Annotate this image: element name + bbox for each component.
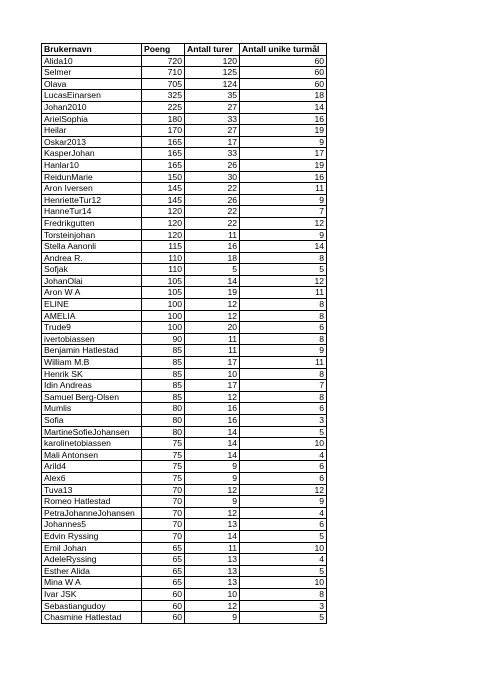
cell-username: Mina W A xyxy=(42,577,142,589)
cell-username: Heilar xyxy=(42,125,142,137)
cell-unique-destinations: 6 xyxy=(240,403,327,415)
table-row xyxy=(42,472,327,484)
cell-username: Emil Johan xyxy=(42,542,142,554)
cell-points: 165 xyxy=(142,148,185,160)
table-row xyxy=(42,577,327,589)
cell-unique-destinations: 60 xyxy=(240,78,327,90)
cell-username: MartineSofieJohansen xyxy=(42,426,142,438)
table-row xyxy=(42,171,327,183)
cell-trip-count: 30 xyxy=(185,171,240,183)
cell-unique-destinations: 11 xyxy=(240,357,327,369)
cell-trip-count: 13 xyxy=(185,519,240,531)
table-row xyxy=(42,287,327,299)
cell-trip-count: 14 xyxy=(185,438,240,450)
cell-unique-destinations: 8 xyxy=(240,252,327,264)
cell-trip-count: 14 xyxy=(185,449,240,461)
table-row xyxy=(42,183,327,195)
cell-trip-count: 22 xyxy=(185,206,240,218)
header-unique-destinations: Antall unike turmål xyxy=(240,44,327,56)
cell-unique-destinations: 14 xyxy=(240,101,327,113)
cell-username: KasperJohan xyxy=(42,148,142,160)
cell-points: 120 xyxy=(142,217,185,229)
cell-username: karolinetobiassen xyxy=(42,438,142,450)
cell-unique-destinations: 14 xyxy=(240,241,327,253)
table-row xyxy=(42,159,327,171)
cell-username: Mumlis xyxy=(42,403,142,415)
cell-points: 705 xyxy=(142,78,185,90)
cell-username: LucasEinarsen xyxy=(42,90,142,102)
cell-trip-count: 35 xyxy=(185,90,240,102)
cell-username: Alex6 xyxy=(42,472,142,484)
cell-trip-count: 120 xyxy=(185,55,240,67)
table-row xyxy=(42,136,327,148)
cell-points: 80 xyxy=(142,403,185,415)
cell-username: Esther Alida xyxy=(42,565,142,577)
table-row xyxy=(42,345,327,357)
cell-trip-count: 27 xyxy=(185,125,240,137)
cell-unique-destinations: 8 xyxy=(240,333,327,345)
cell-unique-destinations: 9 xyxy=(240,136,327,148)
cell-unique-destinations: 3 xyxy=(240,600,327,612)
cell-username: Alida10 xyxy=(42,55,142,67)
leaderboard-table xyxy=(41,43,327,624)
table-row xyxy=(42,264,327,276)
cell-points: 85 xyxy=(142,391,185,403)
cell-username: Sofia xyxy=(42,415,142,427)
table-row xyxy=(42,600,327,612)
table-row xyxy=(42,310,327,322)
cell-unique-destinations: 8 xyxy=(240,588,327,600)
cell-trip-count: 12 xyxy=(185,484,240,496)
table-row xyxy=(42,565,327,577)
cell-username: Selmer xyxy=(42,67,142,79)
cell-trip-count: 16 xyxy=(185,241,240,253)
cell-unique-destinations: 6 xyxy=(240,322,327,334)
cell-unique-destinations: 10 xyxy=(240,438,327,450)
cell-unique-destinations: 12 xyxy=(240,217,327,229)
cell-trip-count: 12 xyxy=(185,299,240,311)
cell-trip-count: 22 xyxy=(185,217,240,229)
cell-points: 65 xyxy=(142,577,185,589)
cell-username: Ivar JSK xyxy=(42,588,142,600)
table-row xyxy=(42,275,327,287)
cell-username: ivertobiassen xyxy=(42,333,142,345)
cell-points: 70 xyxy=(142,530,185,542)
cell-points: 85 xyxy=(142,380,185,392)
table-row xyxy=(42,333,327,345)
cell-unique-destinations: 6 xyxy=(240,519,327,531)
cell-trip-count: 5 xyxy=(185,264,240,276)
header-row xyxy=(42,44,327,56)
cell-username: Andrea R. xyxy=(42,252,142,264)
cell-username: Tuva13 xyxy=(42,484,142,496)
cell-username: Stella Aanonli xyxy=(42,241,142,253)
cell-trip-count: 13 xyxy=(185,565,240,577)
table-row xyxy=(42,484,327,496)
cell-username: Chasmine Hatlestad xyxy=(42,612,142,624)
cell-unique-destinations: 12 xyxy=(240,484,327,496)
cell-unique-destinations: 3 xyxy=(240,415,327,427)
cell-trip-count: 11 xyxy=(185,229,240,241)
cell-username: HanneTur14 xyxy=(42,206,142,218)
cell-unique-destinations: 9 xyxy=(240,194,327,206)
table-row xyxy=(42,530,327,542)
cell-unique-destinations: 9 xyxy=(240,496,327,508)
cell-trip-count: 124 xyxy=(185,78,240,90)
cell-points: 85 xyxy=(142,345,185,357)
cell-points: 105 xyxy=(142,275,185,287)
cell-username: Torsteinjohan xyxy=(42,229,142,241)
table-row xyxy=(42,438,327,450)
table-row xyxy=(42,461,327,473)
cell-trip-count: 33 xyxy=(185,148,240,160)
cell-points: 70 xyxy=(142,519,185,531)
cell-trip-count: 10 xyxy=(185,368,240,380)
cell-unique-destinations: 8 xyxy=(240,368,327,380)
table-row xyxy=(42,67,327,79)
cell-unique-destinations: 5 xyxy=(240,426,327,438)
table-row xyxy=(42,252,327,264)
cell-trip-count: 11 xyxy=(185,345,240,357)
cell-points: 110 xyxy=(142,252,185,264)
cell-unique-destinations: 8 xyxy=(240,310,327,322)
cell-trip-count: 11 xyxy=(185,333,240,345)
table-row xyxy=(42,148,327,160)
cell-points: 75 xyxy=(142,438,185,450)
cell-points: 60 xyxy=(142,588,185,600)
cell-trip-count: 17 xyxy=(185,357,240,369)
cell-points: 110 xyxy=(142,264,185,276)
cell-points: 75 xyxy=(142,461,185,473)
cell-points: 180 xyxy=(142,113,185,125)
table-row xyxy=(42,368,327,380)
cell-unique-destinations: 7 xyxy=(240,206,327,218)
cell-points: 115 xyxy=(142,241,185,253)
table-row xyxy=(42,357,327,369)
cell-username: PetraJohanneJohansen xyxy=(42,507,142,519)
cell-trip-count: 9 xyxy=(185,461,240,473)
header-username: Brukernavn xyxy=(42,44,142,56)
cell-unique-destinations: 19 xyxy=(240,125,327,137)
cell-trip-count: 19 xyxy=(185,287,240,299)
cell-points: 75 xyxy=(142,472,185,484)
cell-unique-destinations: 10 xyxy=(240,577,327,589)
cell-trip-count: 33 xyxy=(185,113,240,125)
cell-trip-count: 13 xyxy=(185,577,240,589)
cell-username: Olava xyxy=(42,78,142,90)
cell-unique-destinations: 4 xyxy=(240,554,327,566)
cell-trip-count: 26 xyxy=(185,159,240,171)
cell-username: Samuel Berg-Olsen xyxy=(42,391,142,403)
cell-unique-destinations: 11 xyxy=(240,287,327,299)
cell-points: 75 xyxy=(142,449,185,461)
cell-points: 145 xyxy=(142,194,185,206)
cell-trip-count: 27 xyxy=(185,101,240,113)
cell-username: Benjamin Hatlestad xyxy=(42,345,142,357)
table-row xyxy=(42,554,327,566)
cell-trip-count: 17 xyxy=(185,380,240,392)
cell-points: 120 xyxy=(142,229,185,241)
cell-trip-count: 17 xyxy=(185,136,240,148)
cell-points: 65 xyxy=(142,554,185,566)
cell-unique-destinations: 19 xyxy=(240,159,327,171)
table-row xyxy=(42,588,327,600)
table-row xyxy=(42,380,327,392)
table-row xyxy=(42,78,327,90)
cell-trip-count: 13 xyxy=(185,554,240,566)
cell-trip-count: 10 xyxy=(185,588,240,600)
cell-unique-destinations: 9 xyxy=(240,229,327,241)
cell-points: 100 xyxy=(142,299,185,311)
cell-unique-destinations: 18 xyxy=(240,90,327,102)
cell-trip-count: 12 xyxy=(185,391,240,403)
cell-unique-destinations: 12 xyxy=(240,275,327,287)
table-row xyxy=(42,101,327,113)
cell-points: 65 xyxy=(142,565,185,577)
cell-username: HenrietteTur12 xyxy=(42,194,142,206)
cell-unique-destinations: 5 xyxy=(240,565,327,577)
cell-username: Idin Andreas xyxy=(42,380,142,392)
cell-username: Edvin Ryssing xyxy=(42,530,142,542)
cell-username: Mali Antonsen xyxy=(42,449,142,461)
cell-points: 70 xyxy=(142,484,185,496)
cell-trip-count: 9 xyxy=(185,496,240,508)
cell-trip-count: 22 xyxy=(185,183,240,195)
cell-points: 150 xyxy=(142,171,185,183)
cell-trip-count: 12 xyxy=(185,507,240,519)
cell-trip-count: 12 xyxy=(185,600,240,612)
cell-trip-count: 14 xyxy=(185,426,240,438)
table-row xyxy=(42,496,327,508)
cell-trip-count: 9 xyxy=(185,472,240,484)
table-row xyxy=(42,55,327,67)
cell-username: AdeleRyssing xyxy=(42,554,142,566)
cell-trip-count: 20 xyxy=(185,322,240,334)
cell-trip-count: 12 xyxy=(185,310,240,322)
cell-username: Johannes5 xyxy=(42,519,142,531)
cell-username: ReidunMarie xyxy=(42,171,142,183)
cell-username: Sebastiangudoy xyxy=(42,600,142,612)
table-row xyxy=(42,519,327,531)
cell-username: William M.B xyxy=(42,357,142,369)
cell-username: Fredrikgutten xyxy=(42,217,142,229)
cell-username: Oskar2013 xyxy=(42,136,142,148)
cell-trip-count: 18 xyxy=(185,252,240,264)
table-row xyxy=(42,542,327,554)
table-row xyxy=(42,229,327,241)
table-row xyxy=(42,299,327,311)
cell-points: 60 xyxy=(142,612,185,624)
cell-trip-count: 16 xyxy=(185,403,240,415)
table-row xyxy=(42,206,327,218)
table-row xyxy=(42,391,327,403)
cell-points: 165 xyxy=(142,136,185,148)
cell-username: ELINE xyxy=(42,299,142,311)
cell-username: Trude9 xyxy=(42,322,142,334)
cell-points: 80 xyxy=(142,426,185,438)
cell-points: 60 xyxy=(142,600,185,612)
cell-username: Aron W A xyxy=(42,287,142,299)
cell-username: Henrik SK xyxy=(42,368,142,380)
table-row xyxy=(42,217,327,229)
cell-unique-destinations: 60 xyxy=(240,55,327,67)
cell-unique-destinations: 6 xyxy=(240,461,327,473)
cell-username: JohanOlai xyxy=(42,275,142,287)
cell-username: Sofjak xyxy=(42,264,142,276)
cell-unique-destinations: 8 xyxy=(240,391,327,403)
cell-points: 90 xyxy=(142,333,185,345)
cell-points: 65 xyxy=(142,542,185,554)
cell-unique-destinations: 5 xyxy=(240,530,327,542)
cell-points: 100 xyxy=(142,310,185,322)
table-row xyxy=(42,415,327,427)
table-row xyxy=(42,612,327,624)
cell-username: Johan2010 xyxy=(42,101,142,113)
cell-unique-destinations: 16 xyxy=(240,113,327,125)
cell-trip-count: 14 xyxy=(185,275,240,287)
cell-trip-count: 16 xyxy=(185,415,240,427)
table-row xyxy=(42,90,327,102)
cell-points: 105 xyxy=(142,287,185,299)
cell-unique-destinations: 16 xyxy=(240,171,327,183)
cell-username: Hanlar10 xyxy=(42,159,142,171)
cell-unique-destinations: 6 xyxy=(240,472,327,484)
cell-points: 145 xyxy=(142,183,185,195)
cell-unique-destinations: 8 xyxy=(240,299,327,311)
cell-points: 85 xyxy=(142,357,185,369)
table-row xyxy=(42,449,327,461)
cell-points: 325 xyxy=(142,90,185,102)
cell-trip-count: 125 xyxy=(185,67,240,79)
table-row xyxy=(42,125,327,137)
cell-unique-destinations: 5 xyxy=(240,264,327,276)
cell-points: 710 xyxy=(142,67,185,79)
cell-unique-destinations: 4 xyxy=(240,507,327,519)
cell-points: 80 xyxy=(142,415,185,427)
cell-unique-destinations: 7 xyxy=(240,380,327,392)
cell-points: 70 xyxy=(142,496,185,508)
cell-points: 100 xyxy=(142,322,185,334)
header-trip-count: Antall turer xyxy=(185,44,240,56)
cell-unique-destinations: 17 xyxy=(240,148,327,160)
cell-unique-destinations: 4 xyxy=(240,449,327,461)
header-points: Poeng xyxy=(142,44,185,56)
table-row xyxy=(42,426,327,438)
cell-username: Romeo Hatlestad xyxy=(42,496,142,508)
cell-unique-destinations: 5 xyxy=(240,612,327,624)
cell-points: 70 xyxy=(142,507,185,519)
cell-trip-count: 11 xyxy=(185,542,240,554)
cell-points: 225 xyxy=(142,101,185,113)
cell-points: 85 xyxy=(142,368,185,380)
table-row xyxy=(42,322,327,334)
cell-username: Aron Iversen xyxy=(42,183,142,195)
cell-points: 120 xyxy=(142,206,185,218)
cell-unique-destinations: 9 xyxy=(240,345,327,357)
cell-trip-count: 9 xyxy=(185,612,240,624)
table-row xyxy=(42,241,327,253)
table-row xyxy=(42,507,327,519)
cell-points: 170 xyxy=(142,125,185,137)
table-row xyxy=(42,403,327,415)
cell-username: ArielSophia xyxy=(42,113,142,125)
cell-points: 720 xyxy=(142,55,185,67)
cell-unique-destinations: 10 xyxy=(240,542,327,554)
cell-username: AMELIA xyxy=(42,310,142,322)
cell-points: 165 xyxy=(142,159,185,171)
table-row xyxy=(42,113,327,125)
cell-trip-count: 26 xyxy=(185,194,240,206)
cell-username: Arild4 xyxy=(42,461,142,473)
cell-trip-count: 14 xyxy=(185,530,240,542)
cell-unique-destinations: 60 xyxy=(240,67,327,79)
table-row xyxy=(42,194,327,206)
cell-unique-destinations: 11 xyxy=(240,183,327,195)
